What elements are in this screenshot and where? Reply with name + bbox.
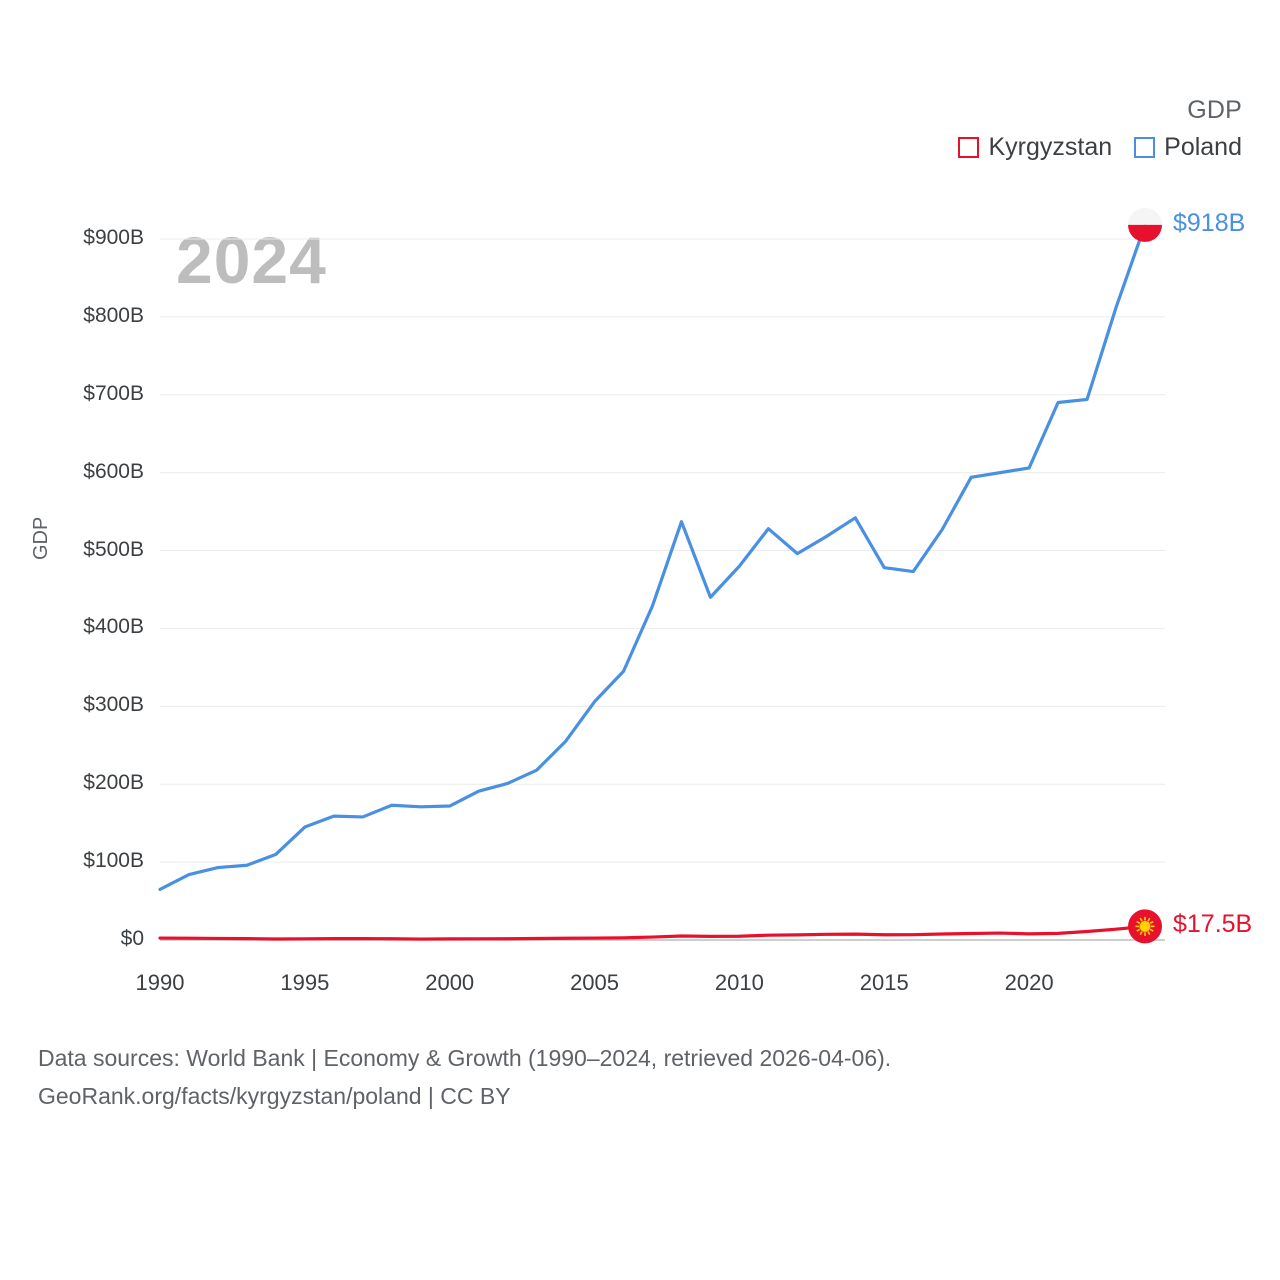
x-tick-label: 1995	[280, 970, 330, 995]
y-tick-label: $800B	[83, 303, 144, 327]
y-tick-label: $200B	[83, 771, 144, 795]
legend-label-poland: Poland	[1164, 133, 1242, 161]
y-tick-label: $700B	[83, 381, 144, 405]
y-tick-label: $0	[120, 927, 144, 950]
x-tick-label: 2020	[1004, 970, 1054, 995]
legend-label-kyrgyzstan: Kyrgyzstan	[988, 133, 1113, 161]
chart-footer	[38, 1040, 891, 1116]
y-tick-label: $900B	[83, 225, 144, 249]
y-tick-label: $300B	[83, 693, 144, 717]
legend-title: GDP	[1187, 96, 1242, 124]
y-tick-label: $600B	[83, 459, 144, 483]
footer-data-sources: Data sources: World Bank | Economy & Growth (1990–2024, retrieved 2026-04-06).	[38, 1045, 892, 1071]
x-tick-label: 2015	[859, 970, 909, 995]
y-tick-label: $400B	[83, 615, 144, 639]
x-tick-label: 2000	[425, 970, 475, 995]
x-tick-label: 2005	[570, 970, 620, 995]
series-line-kyrgyzstan	[160, 926, 1145, 939]
y-tick-label: $500B	[83, 537, 144, 561]
x-tick-label: 1990	[135, 970, 185, 995]
end-marker-kyrgyzstan	[1128, 909, 1162, 943]
series-line-poland	[160, 225, 1145, 889]
end-marker-poland	[1128, 208, 1162, 242]
y-axis-title: GDP	[30, 516, 52, 560]
end-label-poland: $918B	[1173, 208, 1246, 237]
end-label-kyrgyzstan: $17.5B	[1173, 910, 1253, 939]
x-tick-label: 2010	[714, 970, 764, 995]
year-watermark: 2024	[176, 223, 327, 297]
footer-attribution: GeoRank.org/facts/kyrgyzstan/poland | CC BY	[38, 1082, 511, 1109]
y-tick-label: $100B	[83, 849, 144, 873]
